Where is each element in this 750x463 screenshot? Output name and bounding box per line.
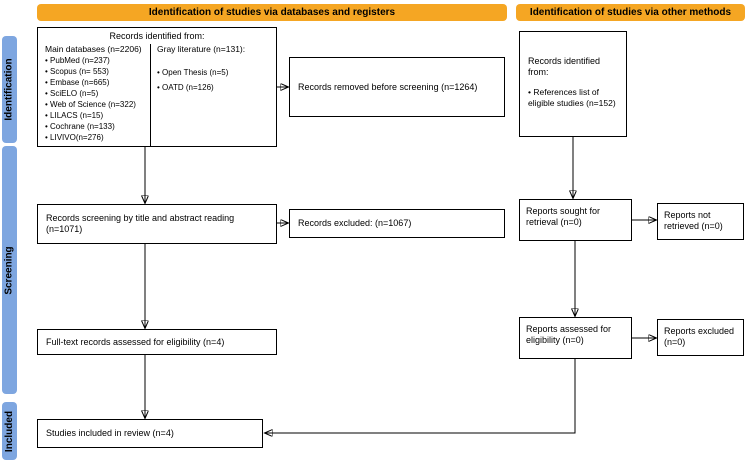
gray-literature-list [157, 67, 274, 93]
side-label-screening-text: Screening [4, 245, 16, 295]
list-item: • References list of eligible studies (n=152) [528, 87, 622, 109]
main-databases-title: Main databases (n=2206) [45, 44, 142, 54]
side-label-included [2, 402, 17, 460]
box-text: Records removed before screening (n=1264) [298, 81, 478, 92]
box-text: Reports assessed for eligibility (n=0) [526, 324, 612, 345]
box-title: Records identified from: [528, 56, 601, 77]
list-item: • Web of Science (n=322) [45, 99, 148, 110]
box-records-excluded [289, 209, 505, 238]
list-item: • LIVIVO(n=276) [45, 132, 148, 143]
databases-columns [38, 44, 276, 146]
box-text: Studies included in review (n=4) [46, 428, 174, 438]
box-text: Reports not retrieved (n=0) [664, 210, 723, 231]
header-other-methods: Identification of studies via other methods [516, 4, 745, 21]
box-records-removed [289, 57, 505, 117]
box-text: Records screening by title and abstract reading (n=1071) [46, 213, 235, 234]
main-databases-list [45, 55, 148, 143]
other-methods-list [528, 87, 622, 109]
box-records-screening [37, 204, 277, 244]
list-item: • LILACS (n=15) [45, 110, 148, 121]
gray-literature-title: Gray literature (n=131): [157, 44, 246, 54]
box-records-identified-databases [37, 27, 277, 147]
side-label-identification-text: Identification [4, 58, 16, 121]
box-reports-not-retrieved [657, 203, 744, 240]
arrow-assessed-to-included [265, 359, 575, 433]
main-databases-column [38, 44, 151, 146]
list-item: • Scopus (n= 553) [45, 66, 148, 77]
box-studies-included [37, 419, 263, 448]
side-label-identification [2, 36, 17, 143]
box-reports-assessed [519, 317, 632, 359]
list-item: • SciELO (n=5) [45, 88, 148, 99]
box-reports-sought [519, 199, 632, 241]
list-item: • Embase (n=665) [45, 77, 148, 88]
list-item: • PubMed (n=237) [45, 55, 148, 66]
gray-literature-column [151, 44, 276, 146]
box-fulltext-assessed [37, 329, 277, 355]
box-title: Records identified from: [109, 31, 205, 41]
list-item: • Cochrane (n=133) [45, 121, 148, 132]
header-databases-registers: Identification of studies via databases and registers [37, 4, 507, 21]
box-text: Records excluded: (n=1067) [298, 218, 412, 228]
box-records-identified-other [519, 31, 627, 137]
box-reports-excluded [657, 319, 744, 356]
side-label-included-text: Included [4, 410, 15, 452]
box-text: Full-text records assessed for eligibility (n=4) [46, 336, 225, 347]
list-item: • Open Thesis (n=5) [157, 67, 274, 78]
box-text: Reports sought for retrieval (n=0) [526, 206, 601, 227]
box-text: Reports excluded (n=0) [664, 326, 735, 347]
side-label-screening [2, 146, 17, 394]
list-item: • OATD (n=126) [157, 82, 274, 93]
